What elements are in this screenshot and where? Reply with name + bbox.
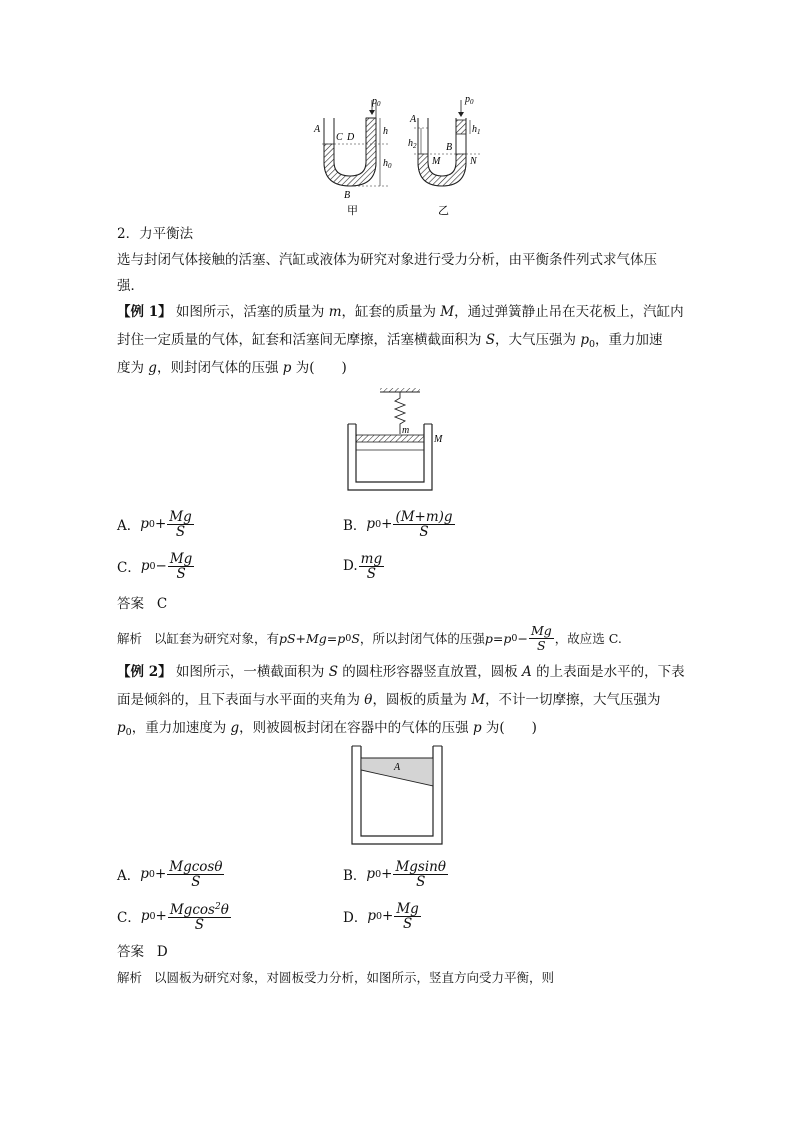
ex1-option-d: D. $\frac{mg}{S}$ [343, 550, 383, 582]
fig-caption-jia: 甲 [347, 205, 358, 217]
fig-label-h0: $h_0$ [383, 158, 392, 170]
ex1-analysis: 解析 以缸套为研究对象，有 pS+Mg=p 0 S ，所以封闭气体的压强 p=p 0 − $\frac{Mg}{S}$ ，故应选 C. [117, 622, 622, 653]
ex1-line3: 度为 g，则封闭气体的压强 p 为( ) [117, 360, 347, 376]
ex2-option-c: C． p 0 + $\frac{Mgcos^2\theta}{S}$ [117, 902, 229, 933]
section-desc-1: 选与封闭气体接触的活塞、汽缸或液体为研究对象进行受力分析，由平衡条件列式求气体压 [117, 252, 657, 268]
ex1-option-c: C． p 0 − $\frac{Mg}{S}$ [117, 550, 193, 582]
fig-label-d: D [347, 132, 355, 143]
fig-label-m: M [432, 156, 441, 167]
ex2-option-d: D． p 0 + $\frac{Mg}{S}$ [343, 900, 419, 932]
fig-label-h: h [383, 126, 388, 137]
ex1-tag: 【例 1】 [117, 304, 172, 320]
fig-label-n: N [470, 156, 477, 167]
ex1-option-b: B． p 0 + $\frac{(M+m)g}{S}$ [343, 508, 453, 540]
fig-label-b-right: B [446, 142, 453, 153]
section-heading: 2．力平衡法 [117, 226, 194, 242]
fig-caption-yi: 乙 [438, 205, 449, 217]
ex1-answer: 答案 C [117, 596, 168, 612]
ex1-line2: 封住一定质量的气体，缸套和活塞间无摩擦，活塞横截面积为 S，大气压强为 $p_0$，重力加速 [117, 332, 663, 350]
ex1-option-a: A． p 0 + $\frac{Mg}{S}$ [117, 508, 192, 540]
cylinder-spring-figure [340, 384, 460, 494]
ex2-answer: 答案 D [117, 944, 168, 960]
fig-label-a-left: A [314, 124, 321, 135]
ex2-option-a: A． p 0 + $\frac{Mgcos\theta}{S}$ [117, 858, 223, 890]
fig-label-b-left: B [344, 190, 351, 201]
fig-label-p0-left: $p_0$ [372, 96, 381, 108]
fig-label-h2: $h_2$ [408, 138, 417, 150]
fig3-label-a: A [394, 762, 401, 773]
u-tube-figure [310, 92, 500, 222]
ex2-tag: 【例 2】 [117, 664, 172, 680]
ex2-option-b: B． p 0 + $\frac{Mgsin\theta}{S}$ [343, 858, 446, 890]
ex2-line3: $p_0$，重力加速度为 g，则被圆板封闭在容器中的气体的压强 p 为( ) [117, 720, 537, 738]
fig2-label-m: m [402, 425, 410, 436]
section-desc-2: 强． [117, 278, 144, 294]
fig-label-c: C [336, 132, 343, 143]
fig-label-h1: $h_1$ [472, 124, 481, 136]
container-plate-figure [348, 744, 448, 848]
fig2-label-big-m: M [434, 434, 443, 445]
ex2-line1: 【例 2】 如图所示，一横截面积为 S 的圆柱形容器竖直放置，圆板 A 的上表面是水平的，下表 [117, 664, 685, 680]
ex1-line1: 【例 1】 如图所示，活塞的质量为 m，缸套的质量为 M，通过弹簧静止吊在天花板上，汽缸内 [117, 304, 684, 320]
fig-label-a-right: A [410, 114, 417, 125]
fig-label-p0-right: $p_0$ [465, 94, 474, 106]
u-tube-left [322, 100, 390, 186]
ex2-analysis: 解析 以圆板为研究对象，对圆板受力分析，如图所示，竖直方向受力平衡，则 [117, 970, 554, 985]
ex2-line2: 面是倾斜的，且下表面与水平面的夹角为 θ，圆板的质量为 M，不计一切摩擦，大气压强为 [117, 692, 661, 708]
